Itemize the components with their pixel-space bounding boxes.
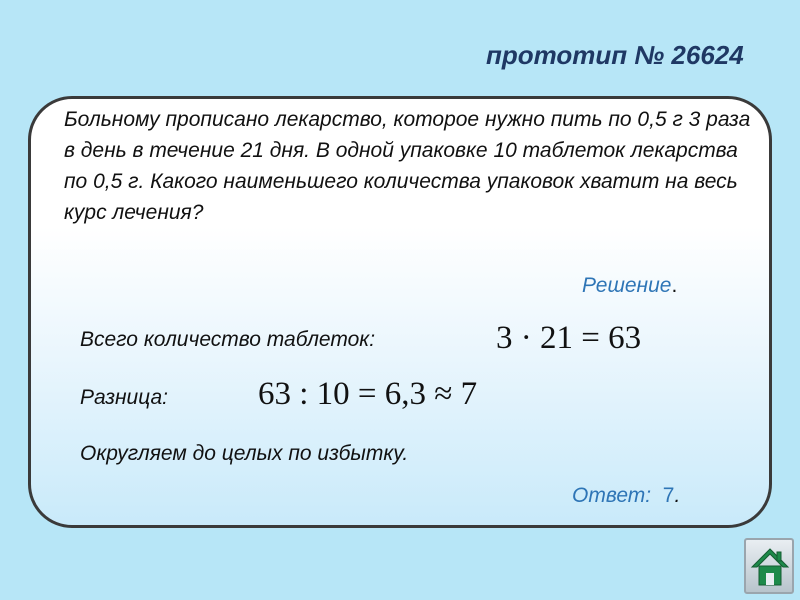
formula-difference: 63 : 10 = 6,3 ≈ 7 [258, 376, 478, 412]
formula-total: 3 · 21 = 63 [496, 320, 642, 356]
problem-text: Больному прописано лекарство, которое нужно пить по 0,5 г 3 раза в день в течение 21 дня. В одной упаковке 10 таблеток лекарства по 0,5 г. Какого наименьшего количества упаковок хватит на весь курс лечения? [64, 108, 751, 224]
answer-label: Ответ: [572, 484, 652, 507]
solution-heading [582, 274, 677, 298]
step-label-difference: Разница: [80, 386, 168, 409]
answer-value: 7 [662, 484, 675, 507]
slide-title: прототип № 26624 [486, 40, 744, 70]
solution-heading-text: Решение [582, 274, 672, 297]
solution-heading-period: . [671, 274, 678, 297]
answer [572, 484, 680, 508]
answer-period: . [674, 484, 681, 507]
rounding-note: Округляем до целых по избытку. [80, 442, 409, 465]
home-icon [750, 545, 790, 589]
step-label-total: Всего количество таблеток: [80, 328, 376, 351]
home-button[interactable] [744, 538, 794, 594]
